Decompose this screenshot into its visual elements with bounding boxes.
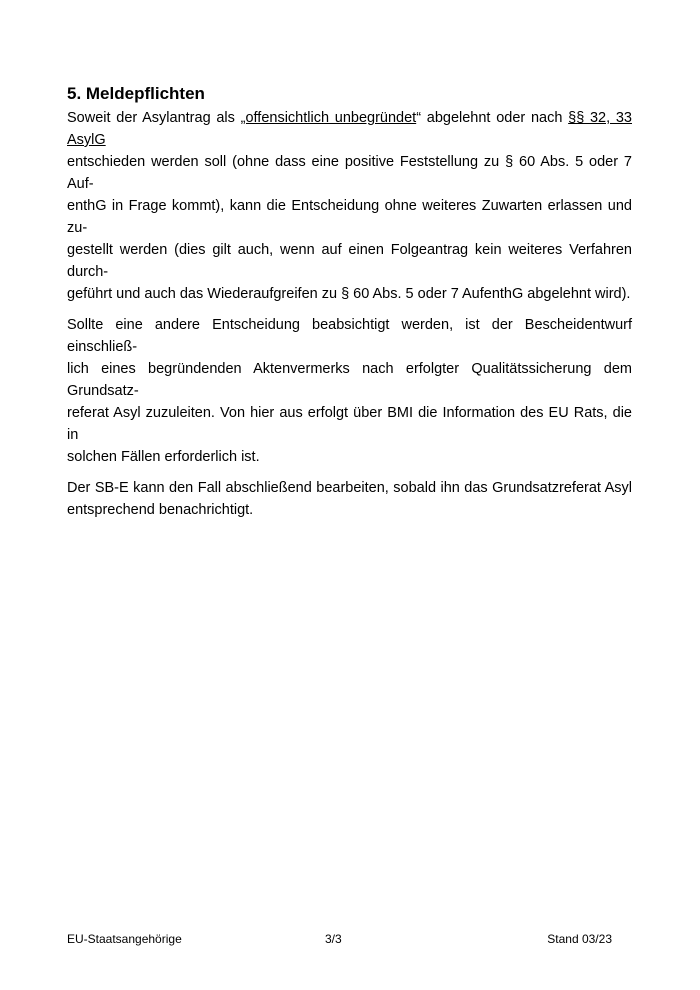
footer-version-date: Stand 03/23 — [547, 932, 612, 946]
paragraph-line: Sollte eine andere Entscheidung beabsichtigt werden, ist der Bescheidentwurf einschließ- — [67, 317, 632, 355]
paragraph-line: Der SB-E kann den Fall abschließend bearbeiten, sobald ihn das Grundsatzreferat Asyl — [67, 480, 632, 496]
footer-document-title: EU-Staatsangehörige — [67, 932, 182, 946]
paragraph-line: lich eines begründenden Aktenvermerks nach erfolgter Qualitätssicherung dem Grundsatz- — [67, 361, 632, 399]
footer-page-number: 3/3 — [325, 932, 342, 946]
paragraph-line: gestellt werden (dies gilt auch, wenn auf einen Folgeantrag kein weiteres Verfahren durch- — [67, 242, 632, 280]
paragraph-line: entsprechend benachrichtigt. — [67, 502, 254, 518]
paragraph-line: solchen Fällen erforderlich ist. — [67, 449, 260, 465]
text-run: Soweit der Asylantrag als — [67, 110, 241, 126]
text-run: “ abgelehnt oder nach — [416, 110, 569, 126]
paragraph-line: enthG in Frage kommt), kann die Entscheidung ohne weiteres Zuwarten erlassen und zu- — [67, 198, 632, 236]
section-heading: 5. Meldepflichten — [67, 84, 205, 103]
paragraph-line: referat Asyl zuzuleiten. Von hier aus erfolgt über BMI die Information des EU Rats, die in — [67, 405, 632, 443]
paragraph-other-decision — [67, 314, 632, 468]
paragraph-report-duties — [67, 107, 632, 305]
paragraph-line: geführt und auch das Wiederaufgreifen zu § 60 Abs. 5 oder 7 AufenthG abgelehnt wird). — [67, 286, 631, 302]
section-body — [67, 107, 632, 530]
paragraph-line — [67, 107, 632, 151]
paragraph-line: entschieden werden soll (ohne dass eine positive Feststellung zu § 60 Abs. 5 oder 7 Auf- — [67, 154, 632, 192]
underlined-term: „offensichtlich unbegründet — [240, 110, 417, 126]
paragraph-case-closing — [67, 477, 632, 521]
law-reference: §§ 32, 33 AsylG — [67, 110, 632, 148]
